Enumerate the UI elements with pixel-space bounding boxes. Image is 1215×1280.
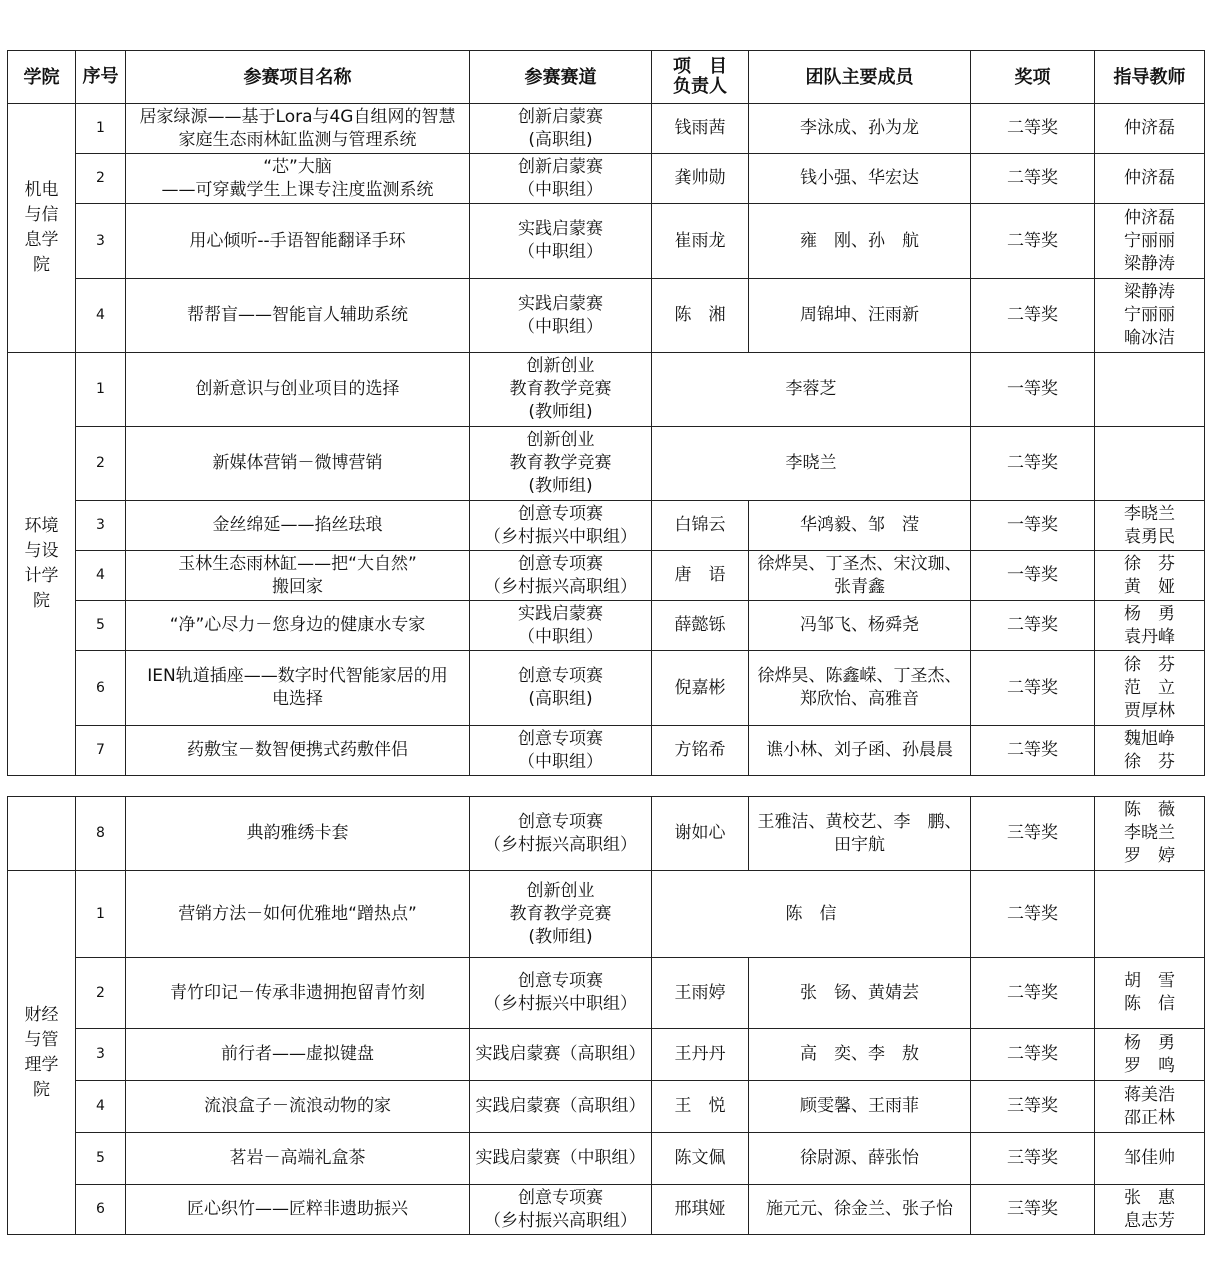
header-seq: 序号 bbox=[76, 51, 126, 104]
project-cell: 茗岩－高端礼盒茶 bbox=[126, 1133, 470, 1185]
members-cell: 徐烨昊、丁圣杰、宋汶珈、 张青鑫 bbox=[749, 551, 971, 601]
seq-cell: 3 bbox=[76, 501, 126, 551]
award-cell: 三等奖 bbox=[971, 1081, 1095, 1133]
project-cell: 前行者——虚拟键盘 bbox=[126, 1029, 470, 1081]
seq-cell: 5 bbox=[76, 601, 126, 651]
seq-cell: 1 bbox=[76, 353, 126, 427]
award-cell: 一等奖 bbox=[971, 353, 1095, 427]
members-cell: 周锦坤、汪雨新 bbox=[749, 279, 971, 353]
award-cell: 二等奖 bbox=[971, 871, 1095, 958]
advisor-cell bbox=[1095, 427, 1205, 501]
track-cell: 创新创业 教育教学竞赛 (教师组) bbox=[470, 353, 652, 427]
project-cell: 玉林生态雨林缸——把“大自然” 搬回家 bbox=[126, 551, 470, 601]
members-cell: 华鸿毅、邹 滢 bbox=[749, 501, 971, 551]
members-cell: 谯小林、刘子函、孙晨晨 bbox=[749, 726, 971, 776]
seq-cell: 2 bbox=[76, 427, 126, 501]
table-row bbox=[8, 1133, 1205, 1185]
track-cell: 创意专项赛 （乡村振兴高职组） bbox=[470, 797, 652, 871]
members-cell: 王雅洁、黄校艺、李 鹏、 田宇航 bbox=[749, 797, 971, 871]
award-cell: 三等奖 bbox=[971, 1185, 1095, 1235]
table-row bbox=[8, 726, 1205, 776]
members-cell: 冯邹飞、杨舜尧 bbox=[749, 601, 971, 651]
leader-cell: 倪嘉彬 bbox=[652, 651, 749, 726]
advisor-cell: 杨 勇 罗 鸣 bbox=[1095, 1029, 1205, 1081]
leader-cell: 薛懿铄 bbox=[652, 601, 749, 651]
advisor-cell: 梁静涛 宁丽丽 喻冰洁 bbox=[1095, 279, 1205, 353]
track-cell: 实践启蒙赛 （中职组） bbox=[470, 204, 652, 279]
members-cell: 顾雯馨、王雨菲 bbox=[749, 1081, 971, 1133]
leader-cell: 陈文佩 bbox=[652, 1133, 749, 1185]
leader-cell: 白锦云 bbox=[652, 501, 749, 551]
project-cell: 创新意识与创业项目的选择 bbox=[126, 353, 470, 427]
header-track: 参赛赛道 bbox=[470, 51, 652, 104]
track-cell: 创意专项赛 （乡村振兴高职组） bbox=[470, 551, 652, 601]
track-cell: 实践启蒙赛 （中职组） bbox=[470, 601, 652, 651]
award-cell: 二等奖 bbox=[971, 104, 1095, 154]
college-cell-empty bbox=[8, 797, 76, 871]
members-cell: 施元元、徐金兰、张子怡 bbox=[749, 1185, 971, 1235]
advisor-cell: 魏旭峥 徐 芬 bbox=[1095, 726, 1205, 776]
project-cell: 匠心织竹——匠粹非遗助振兴 bbox=[126, 1185, 470, 1235]
track-cell: 实践启蒙赛（高职组） bbox=[470, 1081, 652, 1133]
award-cell: 二等奖 bbox=[971, 427, 1095, 501]
award-cell: 二等奖 bbox=[971, 726, 1095, 776]
project-cell: 居家绿源——基于Lora与4G自组网的智慧 家庭生态雨林缸监测与管理系统 bbox=[126, 104, 470, 154]
teacher-cell: 李晓兰 bbox=[652, 427, 971, 501]
leader-cell: 唐 语 bbox=[652, 551, 749, 601]
seq-cell: 7 bbox=[76, 726, 126, 776]
members-cell: 高 奕、李 敖 bbox=[749, 1029, 971, 1081]
college-cell: 环境 与设 计学 院 bbox=[8, 353, 76, 776]
advisor-cell: 仲济磊 宁丽丽 梁静涛 bbox=[1095, 204, 1205, 279]
table-row bbox=[8, 279, 1205, 353]
award-cell: 一等奖 bbox=[971, 501, 1095, 551]
table-row bbox=[8, 501, 1205, 551]
award-cell: 二等奖 bbox=[971, 279, 1095, 353]
advisor-cell: 陈 薇 李晓兰 罗 婷 bbox=[1095, 797, 1205, 871]
award-table-part-1 bbox=[7, 50, 1205, 776]
college-cell: 机电 与信 息学 院 bbox=[8, 104, 76, 353]
members-cell: 徐烨昊、陈鑫嵘、丁圣杰、 郑欣怡、高雅音 bbox=[749, 651, 971, 726]
project-cell: 典韵雅绣卡套 bbox=[126, 797, 470, 871]
table-row bbox=[8, 797, 1205, 871]
header-award: 奖项 bbox=[971, 51, 1095, 104]
track-cell: 实践启蒙赛 （中职组） bbox=[470, 279, 652, 353]
advisor-cell: 徐 芬 黄 娅 bbox=[1095, 551, 1205, 601]
track-cell: 创新启蒙赛 (高职组) bbox=[470, 104, 652, 154]
award-cell: 一等奖 bbox=[971, 551, 1095, 601]
project-cell: 药敷宝－数智便携式药敷伴侣 bbox=[126, 726, 470, 776]
seq-cell: 4 bbox=[76, 279, 126, 353]
track-cell: 创意专项赛 （中职组） bbox=[470, 726, 652, 776]
track-cell: 创新启蒙赛 （中职组） bbox=[470, 154, 652, 204]
advisor-cell: 李晓兰 袁勇民 bbox=[1095, 501, 1205, 551]
seq-cell: 1 bbox=[76, 104, 126, 154]
table-row bbox=[8, 871, 1205, 958]
advisor-cell: 张 惠 息志芳 bbox=[1095, 1185, 1205, 1235]
track-cell: 实践启蒙赛（高职组） bbox=[470, 1029, 652, 1081]
leader-cell: 崔雨龙 bbox=[652, 204, 749, 279]
table-row bbox=[8, 651, 1205, 726]
table-row bbox=[8, 154, 1205, 204]
teacher-cell: 李蓉芝 bbox=[652, 353, 971, 427]
seq-cell: 1 bbox=[76, 871, 126, 958]
header-leader: 项 目 负责人 bbox=[652, 51, 749, 104]
award-cell: 二等奖 bbox=[971, 204, 1095, 279]
seq-cell: 4 bbox=[76, 1081, 126, 1133]
header-project: 参赛项目名称 bbox=[126, 51, 470, 104]
seq-cell: 2 bbox=[76, 154, 126, 204]
table-row bbox=[8, 104, 1205, 154]
project-cell: IEN轨道插座——数字时代智能家居的用 电选择 bbox=[126, 651, 470, 726]
track-cell: 创意专项赛 (高职组) bbox=[470, 651, 652, 726]
leader-cell: 谢如心 bbox=[652, 797, 749, 871]
header-members: 团队主要成员 bbox=[749, 51, 971, 104]
advisor-cell: 仲济磊 bbox=[1095, 154, 1205, 204]
seq-cell: 6 bbox=[76, 1185, 126, 1235]
table-row bbox=[8, 427, 1205, 501]
seq-cell: 3 bbox=[76, 1029, 126, 1081]
advisor-cell: 胡 雪 陈 信 bbox=[1095, 958, 1205, 1029]
award-cell: 二等奖 bbox=[971, 601, 1095, 651]
members-cell: 张 钖、黄婧芸 bbox=[749, 958, 971, 1029]
college-cell: 财经 与管 理学 院 bbox=[8, 871, 76, 1235]
table-row bbox=[8, 1185, 1205, 1235]
table-row bbox=[8, 551, 1205, 601]
leader-cell: 方铭希 bbox=[652, 726, 749, 776]
track-cell: 实践启蒙赛（中职组） bbox=[470, 1133, 652, 1185]
advisor-cell: 邹佳帅 bbox=[1095, 1133, 1205, 1185]
seq-cell: 4 bbox=[76, 551, 126, 601]
header-advisor: 指导教师 bbox=[1095, 51, 1205, 104]
project-cell: 新媒体营销－微博营销 bbox=[126, 427, 470, 501]
track-cell: 创新创业 教育教学竞赛 (教师组) bbox=[470, 427, 652, 501]
seq-cell: 2 bbox=[76, 958, 126, 1029]
award-cell: 二等奖 bbox=[971, 154, 1095, 204]
leader-cell: 龚帅勋 bbox=[652, 154, 749, 204]
members-cell: 徐尉源、薛张怡 bbox=[749, 1133, 971, 1185]
advisor-cell: 徐 芬 范 立 贾厚林 bbox=[1095, 651, 1205, 726]
leader-cell: 王雨婷 bbox=[652, 958, 749, 1029]
seq-cell: 5 bbox=[76, 1133, 126, 1185]
header-college: 学院 bbox=[8, 51, 76, 104]
project-cell: 营销方法－如何优雅地“蹭热点” bbox=[126, 871, 470, 958]
table-row bbox=[8, 1081, 1205, 1133]
advisor-cell: 仲济磊 bbox=[1095, 104, 1205, 154]
advisor-cell: 蒋美浩 邵正林 bbox=[1095, 1081, 1205, 1133]
award-cell: 二等奖 bbox=[971, 651, 1095, 726]
table-row bbox=[8, 204, 1205, 279]
track-cell: 创意专项赛 （乡村振兴高职组） bbox=[470, 1185, 652, 1235]
project-cell: 青竹印记－传承非遗拥抱留青竹刻 bbox=[126, 958, 470, 1029]
award-cell: 三等奖 bbox=[971, 797, 1095, 871]
project-cell: “净”心尽力－您身边的健康水专家 bbox=[126, 601, 470, 651]
members-cell: 李泳成、孙为龙 bbox=[749, 104, 971, 154]
members-cell: 雍 刚、孙 航 bbox=[749, 204, 971, 279]
award-table-part-2 bbox=[7, 796, 1205, 1235]
seq-cell: 6 bbox=[76, 651, 126, 726]
track-cell: 创意专项赛 （乡村振兴中职组） bbox=[470, 958, 652, 1029]
track-cell: 创新创业 教育教学竞赛 (教师组) bbox=[470, 871, 652, 958]
leader-cell: 邢琪娅 bbox=[652, 1185, 749, 1235]
award-cell: 二等奖 bbox=[971, 958, 1095, 1029]
project-cell: 用心倾听--手语智能翻译手环 bbox=[126, 204, 470, 279]
leader-cell: 王 悦 bbox=[652, 1081, 749, 1133]
table-row bbox=[8, 958, 1205, 1029]
track-cell: 创意专项赛 （乡村振兴中职组） bbox=[470, 501, 652, 551]
leader-cell: 王丹丹 bbox=[652, 1029, 749, 1081]
members-cell: 钱小强、华宏达 bbox=[749, 154, 971, 204]
advisor-cell: 杨 勇 袁丹峰 bbox=[1095, 601, 1205, 651]
table-row bbox=[8, 1029, 1205, 1081]
award-cell: 三等奖 bbox=[971, 1133, 1095, 1185]
award-cell: 二等奖 bbox=[971, 1029, 1095, 1081]
table-row bbox=[8, 601, 1205, 651]
advisor-cell bbox=[1095, 871, 1205, 958]
advisor-cell bbox=[1095, 353, 1205, 427]
leader-cell: 钱雨茜 bbox=[652, 104, 749, 154]
teacher-cell: 陈 信 bbox=[652, 871, 971, 958]
header-row bbox=[8, 51, 1205, 104]
table-row bbox=[8, 353, 1205, 427]
project-cell: 帮帮盲——智能盲人辅助系统 bbox=[126, 279, 470, 353]
seq-cell: 3 bbox=[76, 204, 126, 279]
seq-cell: 8 bbox=[76, 797, 126, 871]
leader-cell: 陈 湘 bbox=[652, 279, 749, 353]
project-cell: 流浪盒子－流浪动物的家 bbox=[126, 1081, 470, 1133]
project-cell: 金丝绵延——掐丝珐琅 bbox=[126, 501, 470, 551]
project-cell: “芯”大脑 ——可穿戴学生上课专注度监测系统 bbox=[126, 154, 470, 204]
